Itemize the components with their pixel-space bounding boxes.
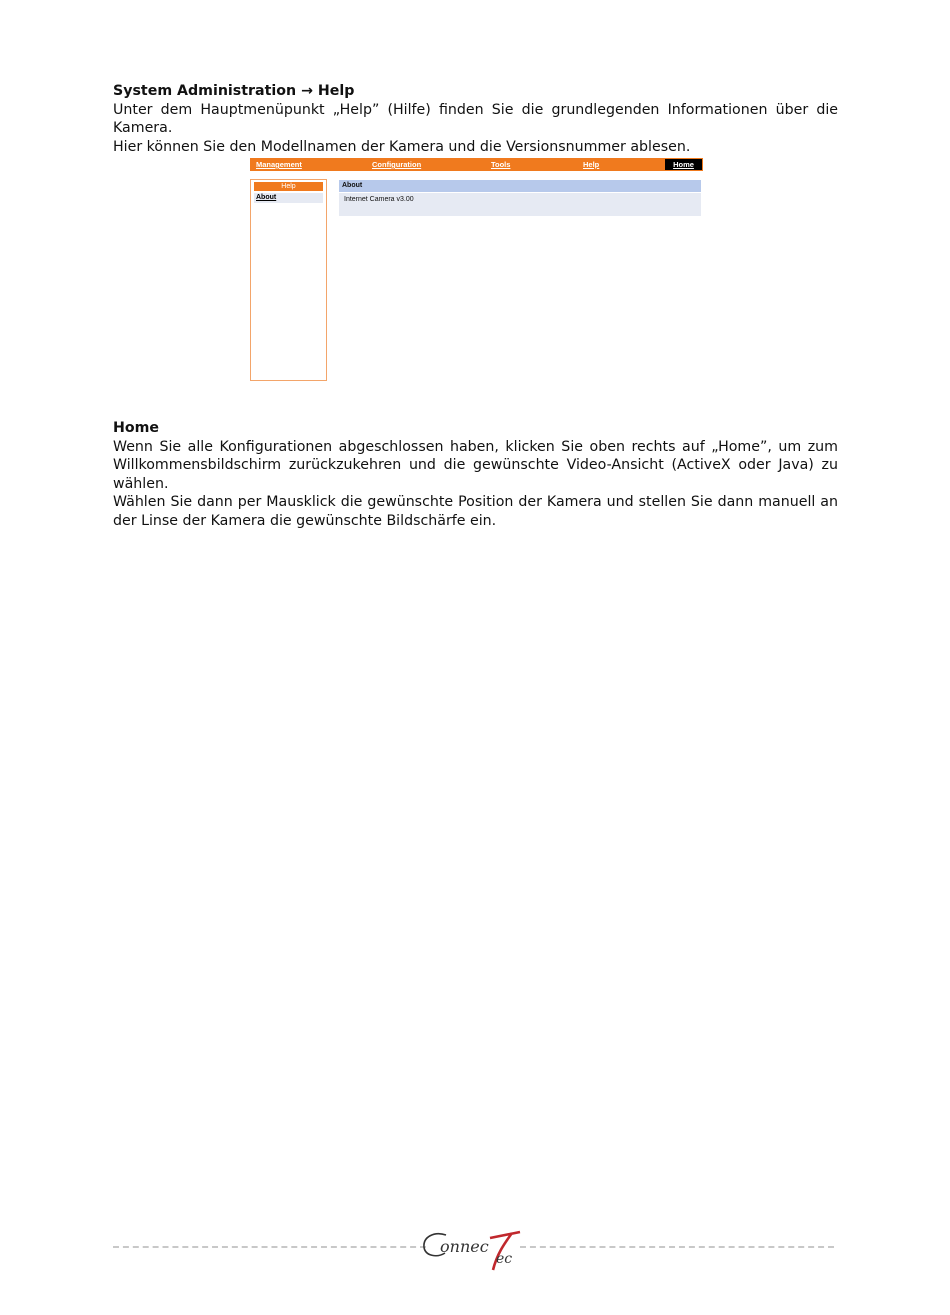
- connectec-logo: [420, 1230, 525, 1276]
- paragraph-home-intro: Wenn Sie alle Konfigurationen abgeschlossen haben, klicken Sie oben rechts auf „Home”, um zum Willkommensbildschirm zurückzukehren und die gewünschte Video-Ansicht (ActiveX oder Java) zu wählen.: [113, 438, 838, 492]
- sidebar-title: Help: [254, 182, 323, 191]
- paragraph-help-detail: Hier können Sie den Modellnamen der Kamera und die Versionsnummer ablesen.: [113, 138, 691, 155]
- menu-home[interactable]: Home: [665, 159, 702, 170]
- camera-ui-screenshot: [250, 158, 703, 384]
- sidebar-item-about-label: About: [256, 194, 277, 201]
- svg-text:ec: ec: [496, 1251, 513, 1267]
- content-title: About: [339, 180, 701, 192]
- footer-divider-right: [520, 1246, 834, 1248]
- sidebar-item-about[interactable]: [254, 193, 323, 203]
- content-version: Internet Camera v3.00: [339, 193, 701, 216]
- paragraph-home-detail: Wählen Sie dann per Mausklick die gewünschte Position der Kamera und stellen Sie dann manuell an der Linse der Kamera die gewünschte Bildschärfe ein.: [113, 494, 838, 529]
- paragraph-help-intro: Unter dem Hauptmenüpunkt „Help” (Hilfe) finden Sie die grundlegenden Informationen über die Kamera.: [113, 101, 838, 136]
- section-heading-help: System Administration → Help: [113, 83, 355, 99]
- section-heading-home: Home: [113, 420, 160, 436]
- footer-divider-left: [113, 1246, 426, 1248]
- menu-configuration[interactable]: Configuration: [372, 160, 422, 169]
- help-sidebar: [250, 179, 327, 381]
- section-help: [113, 82, 838, 156]
- top-menu-bar: [250, 158, 703, 171]
- menu-management[interactable]: Management: [256, 160, 302, 169]
- svg-text:onnec: onnec: [440, 1237, 489, 1256]
- section-home: [113, 419, 838, 530]
- menu-tools[interactable]: Tools: [491, 160, 511, 169]
- menu-help[interactable]: Help: [583, 160, 600, 169]
